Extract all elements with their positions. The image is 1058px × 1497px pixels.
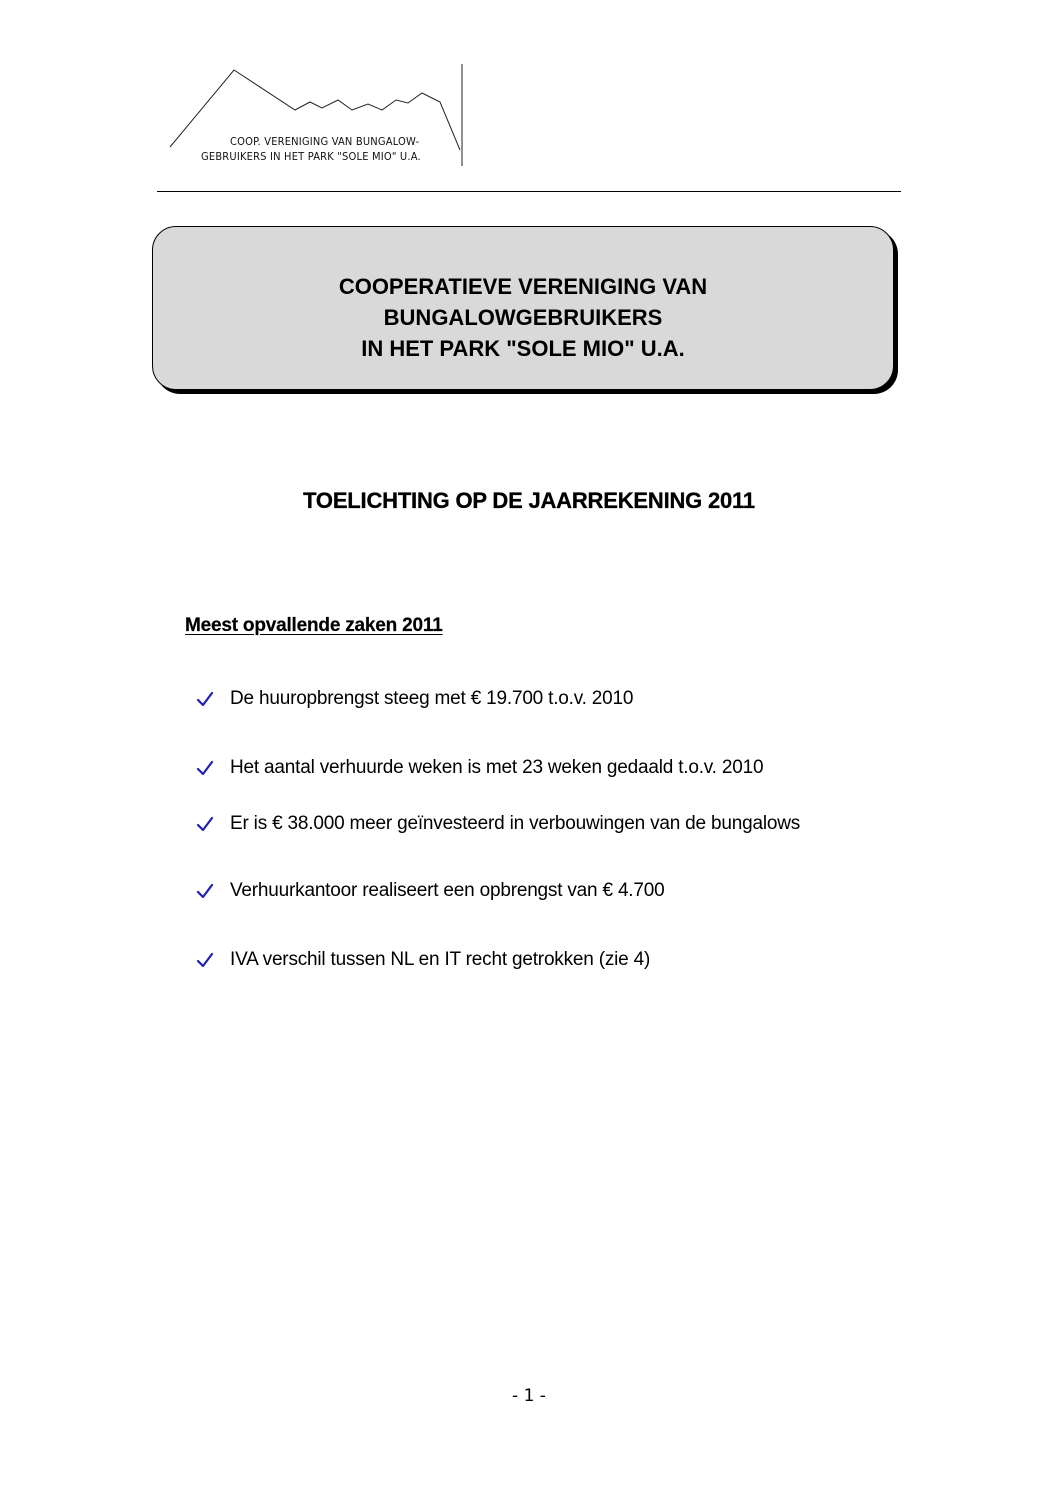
organization-name-line-2: BUNGALOWGEBRUIKERS	[383, 305, 663, 330]
title-box	[152, 226, 894, 390]
document-title: TOELICHTING OP DE JAARREKENING 2011	[303, 488, 755, 513]
page-number: - 1 -	[512, 1386, 546, 1406]
list-item-text: De huuropbrengst steeg met € 19.700 t.o.v. 2010	[230, 688, 634, 709]
list-item-text: IVA verschil tussen NL en IT recht getrokken (zie 4)	[230, 949, 651, 970]
section-heading: Meest opvallende zaken 2011	[185, 615, 443, 636]
checkmark-icon	[196, 883, 214, 899]
checkmark-icon	[196, 760, 214, 776]
organization-name-line-3: IN HET PARK "SOLE MIO" U.A.	[361, 336, 685, 361]
checkmark-icon	[196, 816, 214, 832]
organization-name-line-1: COOPERATIEVE VERENIGING VAN	[338, 274, 708, 299]
logo-text-line-2: GEBRUIKERS IN HET PARK "SOLE MIO" U.A.	[201, 150, 421, 163]
checkmark-icon	[196, 952, 214, 968]
list-item-text: Er is € 38.000 meer geïnvesteerd in verbouwingen van de bungalows	[230, 813, 801, 834]
list-item-text: Het aantal verhuurde weken is met 23 weken gedaald t.o.v. 2010	[230, 757, 764, 778]
list-item-text: Verhuurkantoor realiseert een opbrengst van € 4.700	[230, 880, 665, 901]
organization-logo	[160, 60, 470, 170]
logo-text-line-1: COOP. VERENIGING VAN BUNGALOW-	[230, 135, 420, 148]
organization-name	[153, 271, 893, 364]
header-divider	[157, 191, 901, 192]
checkmark-icon	[196, 691, 214, 707]
